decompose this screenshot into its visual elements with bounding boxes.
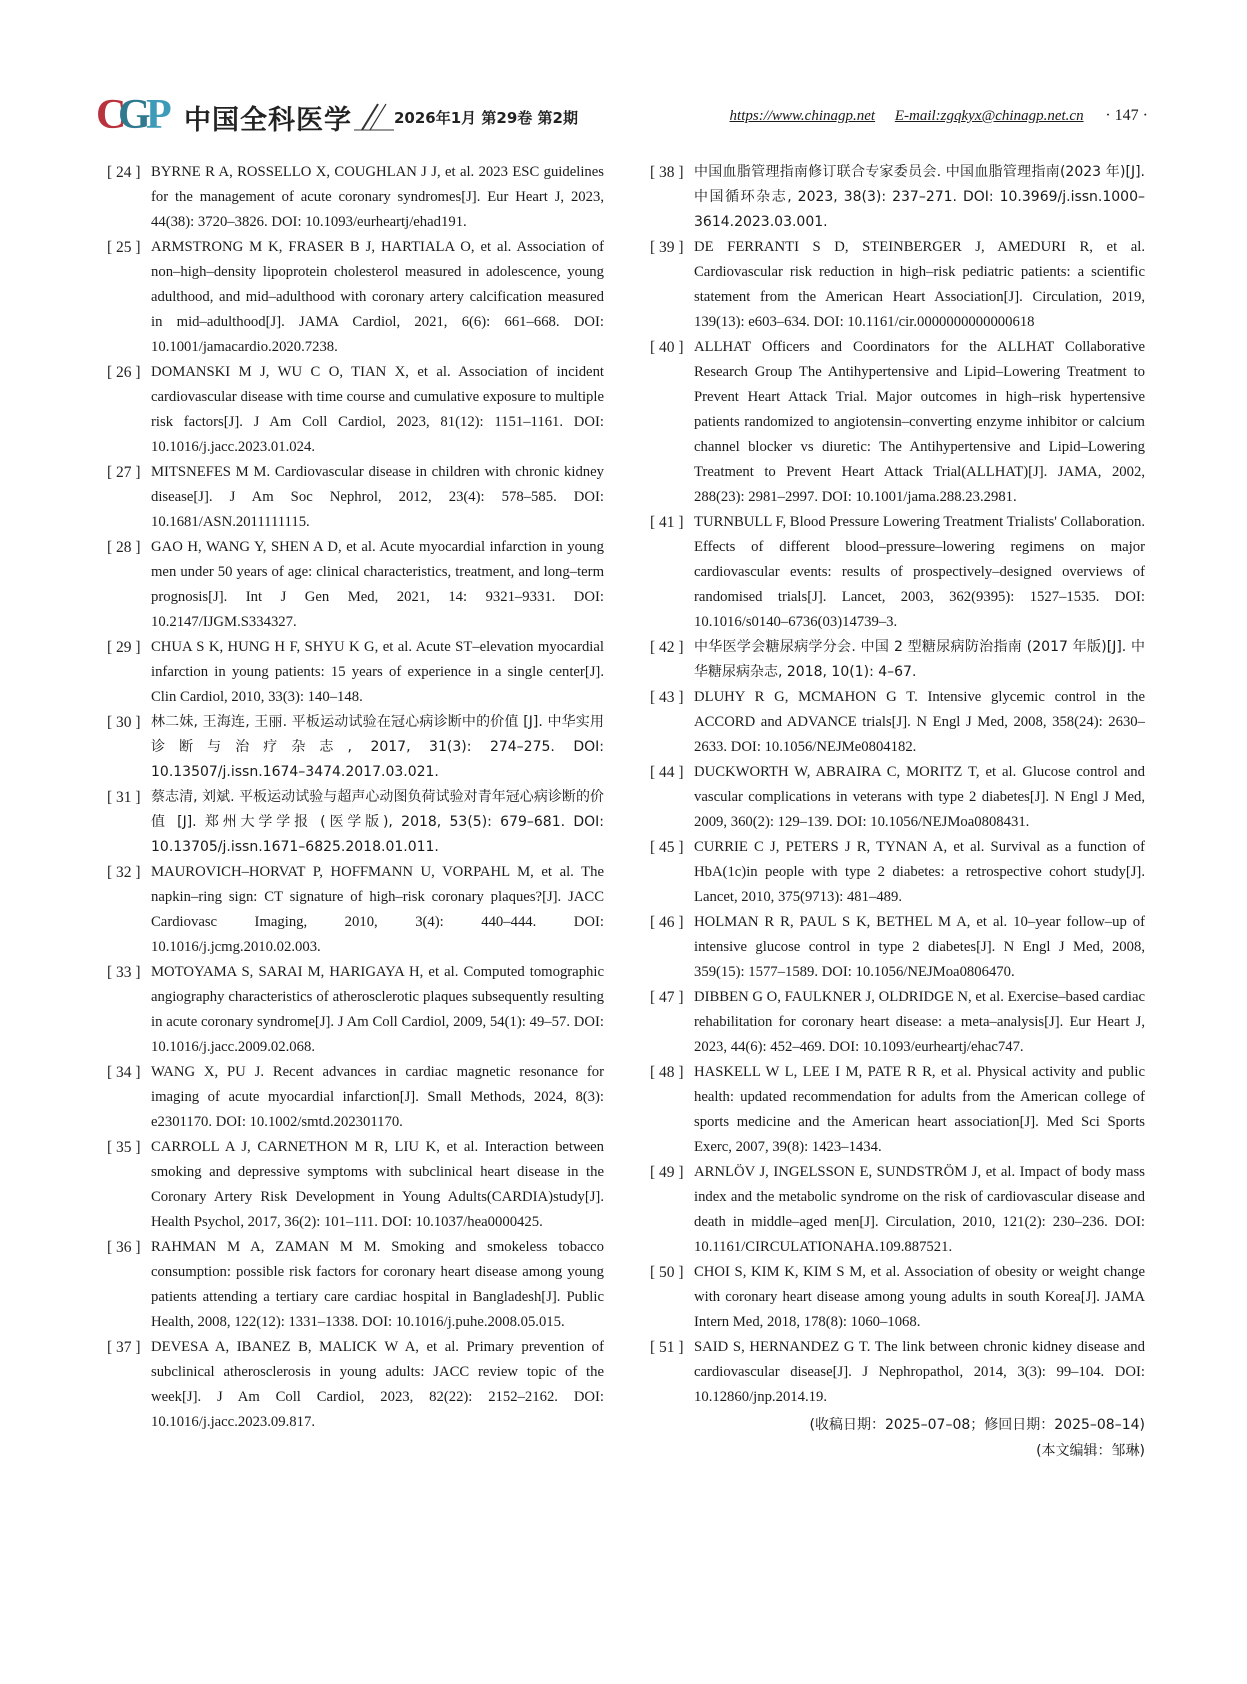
reference-item	[650, 1260, 1145, 1335]
reference-item	[650, 835, 1145, 910]
reference-item	[107, 160, 604, 235]
reference-text: CHOI S, KIM K, KIM S M, et al. Association of obesity or weight change with coronary heart disease among young adults in south Korea[J]. JAMA Intern Med, 2018, 178(8): 1060–1068.	[694, 1264, 1145, 1330]
reference-text: DUCKWORTH W, ABRAIRA C, MORITZ T, et al. Glucose control and vascular complications in veterans with type 2 diabetes[J]. N Engl J Med, 2009, 360(2): 129–139. DOI: 10.1056/NEJMoa0808431.	[694, 764, 1145, 830]
reference-number: [ 39 ]	[650, 239, 684, 256]
reference-number: [ 24 ]	[107, 164, 141, 181]
reference-number: [ 25 ]	[107, 239, 141, 256]
journal-email[interactable]: E-mail:zgqkyx@chinagp.net.cn	[894, 108, 1084, 124]
reference-text: DIBBEN G O, FAULKNER J, OLDRIDGE N, et al. Exercise–based cardiac rehabilitation for coronary heart disease: a meta–analysis[J]. Eur Heart J, 2023, 44(6): 452–469. DOI: 10.1093/eurheartj/ehac747.	[694, 989, 1145, 1055]
journal-url[interactable]: https://www.chinagp.net	[729, 108, 876, 124]
reference-text: DLUHY R G, MCMAHON G T. Intensive glycemic control in the ACCORD and ADVANCE trials[J]. N Engl J Med, 2008, 358(24): 2630–2633. DOI: 10.1056/NEJMe0804182.	[694, 689, 1145, 755]
reference-item	[107, 360, 604, 460]
reference-item	[107, 460, 604, 535]
reference-item	[107, 710, 604, 785]
reference-number: [ 31 ]	[107, 789, 141, 806]
reference-number: [ 49 ]	[650, 1164, 684, 1181]
reference-item	[650, 235, 1145, 335]
reference-text: MOTOYAMA S, SARAI M, HARIGAYA H, et al. Computed tomographic angiography characteristics of atherosclerotic plaques subsequently resulting in acute coronary syndrome[J]. J Am Coll Cardiol, 2009, 54(1): 49–57. DOI: 10.1016/j.jacc.2009.02.068.	[151, 964, 604, 1055]
reference-number: [ 37 ]	[107, 1339, 141, 1356]
reference-text: GAO H, WANG Y, SHEN A D, et al. Acute myocardial infarction in young men under 50 years of age: clinical characteristics, treatment, and long–term prognosis[J]. Int J Gen Med, 2021, 14: 9321–9331. DOI: 10.2147/IJGM.S334327.	[151, 539, 604, 630]
reference-text: SAID S, HERNANDEZ G T. The link between chronic kidney disease and cardiovascular disease[J]. J Nephropathol, 2014, 3(3): 99–104. DOI: 10.12860/jnp.2014.19.	[694, 1339, 1145, 1405]
reference-text: 中国血脂管理指南修订联合专家委员会. 中国血脂管理指南(2023 年)[J]. 中国循环杂志, 2023, 38(3): 237–271. DOI: 10.3969/j.issn.1000–3614.2023.03.001.	[694, 164, 1145, 230]
page-number: · 147 ·	[1105, 107, 1148, 124]
reference-text: HASKELL W L, LEE I M, PATE R R, et al. Physical activity and public health: updated recommendation for adults from the American college of sports medicine and the American heart association[J]. Med Sci Sports Exerc, 2007, 39(8): 1423–1434.	[694, 1064, 1145, 1155]
reference-item	[107, 1235, 604, 1335]
reference-number: [ 35 ]	[107, 1139, 141, 1156]
header-contact	[730, 107, 1148, 125]
reference-number: [ 27 ]	[107, 464, 141, 481]
reference-item	[107, 960, 604, 1060]
reference-text: MITSNEFES M M. Cardiovascular disease in children with chronic kidney disease[J]. J Am Soc Nephrol, 2012, 23(4): 578–585. DOI: 10.1681/ASN.2011111115.	[151, 464, 604, 530]
reference-item	[107, 635, 604, 710]
reference-text: CHUA S K, HUNG H F, SHYU K G, et al. Acute ST–elevation myocardial infarction in young patients: 15 years of experience in a single center[J]. Clin Cardiol, 2010, 33(3): 140–148.	[151, 639, 604, 705]
reference-text: ALLHAT Officers and Coordinators for the ALLHAT Collaborative Research Group The Antihypertensive and Lipid–Lowering Treatment to Prevent Heart Attack Trial. Major outcomes in high–risk hypertensive patients randomized to angiotensin–converting enzyme inhibitor or calcium channel blocker vs diuretic: The Antihypertensive and Lipid–Lowering Treatment to Prevent Heart Attack Trial(ALLHAT)[J]. JAMA, 2002, 288(23): 2981–2997. DOI: 10.1001/jama.288.23.2981.	[694, 339, 1145, 505]
reference-number: [ 36 ]	[107, 1239, 141, 1256]
svg-text:P: P	[146, 92, 172, 134]
reference-item	[107, 1135, 604, 1235]
reference-number: [ 38 ]	[650, 164, 684, 181]
reference-item	[107, 235, 604, 360]
reference-text: DE FERRANTI S D, STEINBERGER J, AMEDURI R, et al. Cardiovascular risk reduction in high–risk pediatric patients: a scientific statement from the American Heart Association[J]. Circulation, 2019, 139(13): e603–634. DOI: 10.1161/cir.0000000000000618	[694, 239, 1145, 330]
svg-text:G: G	[118, 92, 151, 134]
reference-number: [ 42 ]	[650, 639, 684, 656]
reference-number: [ 33 ]	[107, 964, 141, 981]
reference-item	[107, 860, 604, 960]
reference-item	[650, 335, 1145, 510]
issue-info: 2026年1月 第29卷 第2期	[394, 109, 578, 127]
reference-number: [ 30 ]	[107, 714, 141, 731]
header-divider-icon	[354, 100, 394, 132]
reference-text: 蔡志清, 刘斌. 平板运动试验与超声心动图负荷试验对青年冠心病诊断的价值 [J]. 郑州大学学报 (医学版), 2018, 53(5): 679–681. DOI: 10.13705/j.issn.1671–6825.2018.01.011.	[151, 789, 604, 855]
reference-item	[650, 1335, 1145, 1410]
references-right-column	[650, 160, 1145, 1464]
reference-item	[107, 535, 604, 635]
reference-item	[650, 1160, 1145, 1260]
reference-number: [ 51 ]	[650, 1339, 684, 1356]
reference-number: [ 32 ]	[107, 864, 141, 881]
reference-item	[650, 985, 1145, 1060]
reference-text: BYRNE R A, ROSSELLO X, COUGHLAN J J, et al. 2023 ESC guidelines for the management of acute coronary syndromes[J]. Eur Heart J, 2023, 44(38): 3720–3826. DOI: 10.1093/eurheartj/ehad191.	[151, 164, 604, 230]
reference-item	[107, 1060, 604, 1135]
received-dates: (收稿日期：2025–07–08；修回日期：2025–08–14)	[809, 1417, 1145, 1433]
journal-name: 中国全科医学	[184, 105, 352, 136]
reference-number: [ 45 ]	[650, 839, 684, 856]
reference-item	[650, 910, 1145, 985]
reference-item	[107, 785, 604, 860]
reference-item	[650, 685, 1145, 760]
reference-text: RAHMAN M A, ZAMAN M M. Smoking and smokeless tobacco consumption: possible risk factors for coronary heart disease among young patients attending a tertiary care cardiac hospital in Bangladesh[J]. Public Health, 2008, 122(12): 1331–1338. DOI: 10.1016/j.puhe.2008.05.015.	[151, 1239, 604, 1330]
reference-number: [ 50 ]	[650, 1264, 684, 1281]
reference-number: [ 29 ]	[107, 639, 141, 656]
reference-text: DOMANSKI M J, WU C O, TIAN X, et al. Association of incident cardiovascular disease with time course and cumulative exposure to multiple risk factors[J]. J Am Coll Cardiol, 2023, 81(12): 1151–1161. DOI: 10.1016/j.jacc.2023.01.024.	[151, 364, 604, 455]
reference-number: [ 28 ]	[107, 539, 141, 556]
reference-item	[107, 1335, 604, 1435]
journal-logo	[96, 92, 196, 134]
reference-text: MAUROVICH–HORVAT P, HOFFMANN U, VORPAHL M, et al. The napkin–ring sign: CT signature of high–risk coronary plaques?[J]. JACC Cardiovasc Imaging, 2010, 3(4): 440–444. DOI: 10.1016/j.jcmg.2010.02.003.	[151, 864, 604, 955]
reference-item	[650, 635, 1145, 685]
reference-number: [ 47 ]	[650, 989, 684, 1006]
reference-number: [ 44 ]	[650, 764, 684, 781]
reference-number: [ 34 ]	[107, 1064, 141, 1081]
reference-item	[650, 510, 1145, 635]
reference-number: [ 26 ]	[107, 364, 141, 381]
reference-item	[650, 1060, 1145, 1160]
reference-text: CURRIE C J, PETERS J R, TYNAN A, et al. Survival as a function of HbA(1c)in people with type 2 diabetes: a retrospective cohort study[J]. Lancet, 2010, 375(9713): 481–489.	[694, 839, 1145, 905]
references-left-column	[107, 160, 604, 1435]
reference-text: WANG X, PU J. Recent advances in cardiac magnetic resonance for imaging of acute myocardial infarction[J]. Small Methods, 2024, 8(3): e2301170. DOI: 10.1002/smtd.202301170.	[151, 1064, 604, 1130]
reference-text: ARNLÖV J, INGELSSON E, SUNDSTRÖM J, et al. Impact of body mass index and the metabolic syndrome on the risk of cardiovascular disease and death in middle–aged men[J]. Circulation, 2010, 121(2): 230–236. DOI: 10.1161/CIRCULATIONAHA.109.887521.	[694, 1164, 1145, 1255]
page-header	[96, 92, 1148, 136]
reference-number: [ 48 ]	[650, 1064, 684, 1081]
reference-text: 中华医学会糖尿病学分会. 中国 2 型糖尿病防治指南 (2017 年版)[J]. 中华糖尿病杂志, 2018, 10(1): 4–67.	[694, 639, 1145, 680]
reference-text: TURNBULL F, Blood Pressure Lowering Treatment Trialists' Collaboration. Effects of different blood–pressure–lowering regimens on major cardiovascular events: results of prospectively–designed overviews of randomised trials[J]. Lancet, 2003, 362(9395): 1527–1535. DOI: 10.1016/s0140–6736(03)14739–3.	[694, 514, 1145, 630]
reference-number: [ 43 ]	[650, 689, 684, 706]
reference-item	[650, 760, 1145, 835]
reference-text: DEVESA A, IBANEZ B, MALICK W A, et al. Primary prevention of subclinical atherosclerosis in young adults: JACC review topic of the week[J]. J Am Coll Cardiol, 2023, 82(22): 2152–2162. DOI: 10.1016/j.jacc.2023.09.817.	[151, 1339, 604, 1430]
reference-item	[650, 160, 1145, 235]
reference-number: [ 40 ]	[650, 339, 684, 356]
reference-text: 林二妹, 王海连, 王丽. 平板运动试验在冠心病诊断中的价值 [J]. 中华实用诊断与治疗杂志, 2017, 31(3): 274–275. DOI: 10.13507/j.issn.1674–3474.2017.03.021.	[151, 714, 604, 780]
reference-text: CARROLL A J, CARNETHON M R, LIU K, et al. Interaction between smoking and depressive symptoms with subclinical heart disease in the Coronary Artery Risk Development in Young Adults(CARDIA)study[J]. Health Psychol, 2017, 36(2): 101–111. DOI: 10.1037/hea0000425.	[151, 1139, 604, 1230]
reference-number: [ 41 ]	[650, 514, 684, 531]
reference-number: [ 46 ]	[650, 914, 684, 931]
reference-text: ARMSTRONG M K, FRASER B J, HARTIALA O, et al. Association of non–high–density lipoprotein cholesterol measured in adolescence, young adulthood, and mid–adulthood with coronary artery calcification measured in mid–adulthood[J]. JAMA Cardiol, 2021, 6(6): 661–668. DOI: 10.1001/jamacardio.2020.7238.	[151, 239, 604, 355]
svg-text:C: C	[96, 92, 127, 134]
reference-text: HOLMAN R R, PAUL S K, BETHEL M A, et al. 10–year follow–up of intensive glucose control in type 2 diabetes[J]. N Engl J Med, 2008, 359(15): 1577–1589. DOI: 10.1056/NEJMoa0806470.	[694, 914, 1145, 980]
editor-note: (本文编辑：邹琳)	[1036, 1443, 1145, 1459]
